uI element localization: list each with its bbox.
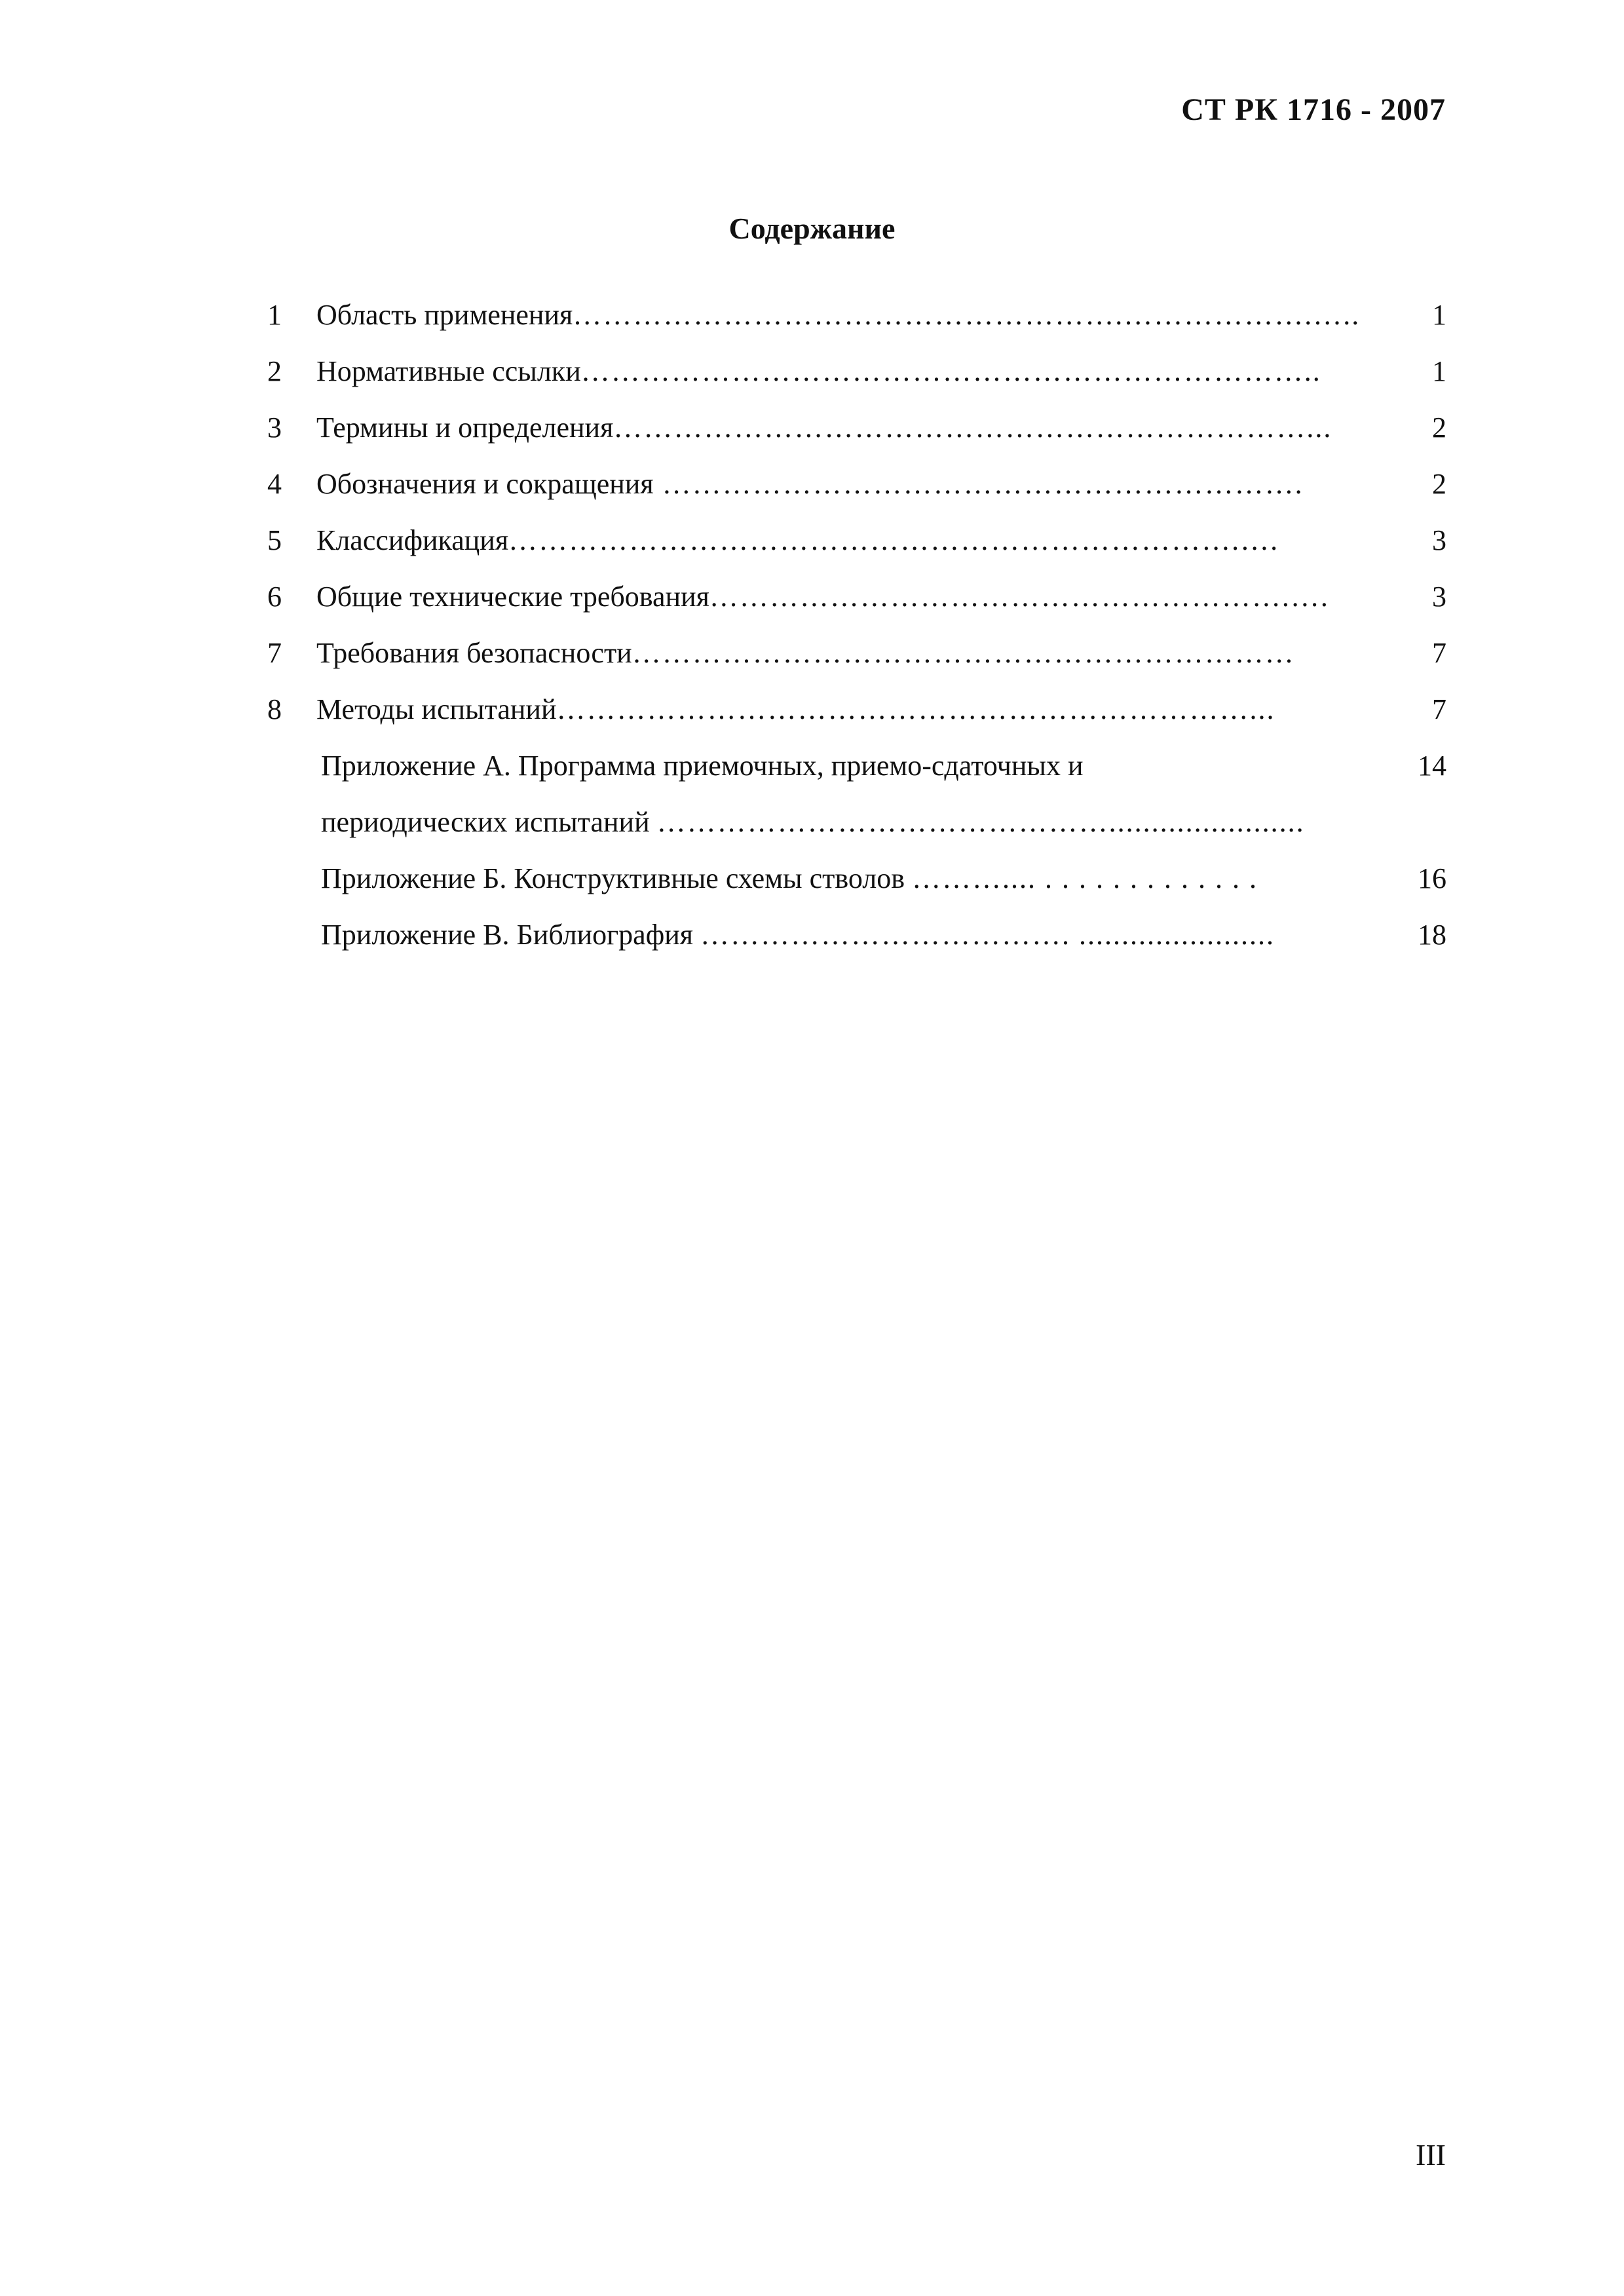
toc-item [267, 625, 1446, 681]
toc-dot-leader: ……………………………………………………………... [556, 693, 1275, 725]
toc-item-number: 3 [267, 411, 282, 444]
toc-item-page: 1 [1432, 299, 1446, 331]
toc-item-label: Методы испытаний [316, 693, 557, 725]
toc-appendix-label: Приложение В. Библиография [321, 919, 700, 951]
toc-dot-leader: ……….... . . . . . . . . . . . . . [912, 862, 1258, 894]
toc-item-number: 7 [267, 637, 282, 669]
toc-item-entry [316, 400, 1372, 456]
toc-item-entry [316, 681, 1372, 738]
toc-appendix-label: Приложение Б. Конструктивные схемы стволов [321, 862, 912, 894]
toc-item [267, 343, 1446, 400]
toc-item-entry [316, 456, 1372, 512]
toc-item-entry [316, 287, 1372, 343]
toc-item-number: 4 [267, 468, 282, 500]
toc-item-entry [316, 569, 1372, 625]
toc-appendix-page: 14 [1418, 750, 1446, 782]
toc-appendix-page: 16 [1418, 862, 1446, 894]
toc-item-number: 2 [267, 355, 282, 387]
toc-item-page: 7 [1432, 693, 1446, 725]
toc-item [267, 287, 1446, 343]
toc-item-page: 1 [1432, 355, 1446, 387]
toc-item [267, 456, 1446, 512]
toc-item-number: 5 [267, 524, 282, 556]
toc-appendix-entry [321, 907, 1372, 963]
toc-item-page: 2 [1432, 468, 1446, 500]
toc-item-page: 3 [1432, 524, 1446, 556]
toc-dot-leader: ……………………………………………………………….. [580, 355, 1321, 387]
toc-appendix [267, 907, 1446, 963]
toc-title: Содержание [728, 212, 896, 245]
toc-item-entry [316, 625, 1372, 681]
toc-item-page: 7 [1432, 637, 1446, 669]
toc-item-page: 3 [1432, 581, 1446, 613]
toc-appendix [267, 851, 1446, 907]
toc-item-entry [316, 343, 1372, 400]
toc-item-label: Термины и определения [316, 411, 614, 444]
toc-item-number: 8 [267, 693, 282, 725]
toc-appendix-label: Приложение А. Программа приемочных, приемо-сдаточных и [321, 750, 1084, 782]
toc-dot-leader: ………………………………………………….…. [709, 581, 1329, 613]
toc-item-entry [316, 512, 1372, 569]
toc-dot-leader: ……………………………………………………………….…. [508, 524, 1279, 556]
toc-item-label: Область применения [316, 299, 573, 331]
toc-item-label: Классификация [316, 524, 509, 556]
toc-dot-leader: ……………………………………………….……………….….. [573, 299, 1361, 331]
toc-item-number: 1 [267, 299, 282, 331]
toc-item-label: Требования безопасности [316, 637, 632, 669]
toc-item [267, 569, 1446, 625]
toc-dot-leader: ………………………………………....................... [656, 806, 1305, 838]
toc-appendix-label: периодических испытаний [321, 806, 657, 838]
toc-appendix [267, 738, 1446, 794]
toc-dot-leader: ………………………………………………………… [632, 637, 1295, 669]
toc-appendix-entry [321, 794, 1372, 851]
toc-item [267, 681, 1446, 738]
toc-dot-leader: ……………………………………………………………... [613, 411, 1332, 444]
page-number: III [1416, 2138, 1446, 2172]
toc-item-number: 6 [267, 581, 282, 613]
standard-code: СТ РК 1716 - 2007 [1181, 92, 1446, 127]
toc-dot-leader: ………………………………………………………. [653, 468, 1304, 500]
toc-item-label: Нормативные ссылки [316, 355, 581, 387]
toc-item [267, 512, 1446, 569]
toc-dot-leader: ………………………………. ....................... [700, 919, 1275, 951]
toc-item-label: Обозначения и сокращения [316, 468, 654, 500]
toc-item [267, 400, 1446, 456]
table-of-contents [267, 287, 1446, 963]
toc-appendix-continuation [267, 794, 1446, 851]
toc-item-page: 2 [1432, 411, 1446, 444]
toc-item-label: Общие технические требования [316, 581, 709, 613]
toc-appendix-entry [321, 851, 1372, 907]
toc-appendix-page: 18 [1418, 919, 1446, 951]
